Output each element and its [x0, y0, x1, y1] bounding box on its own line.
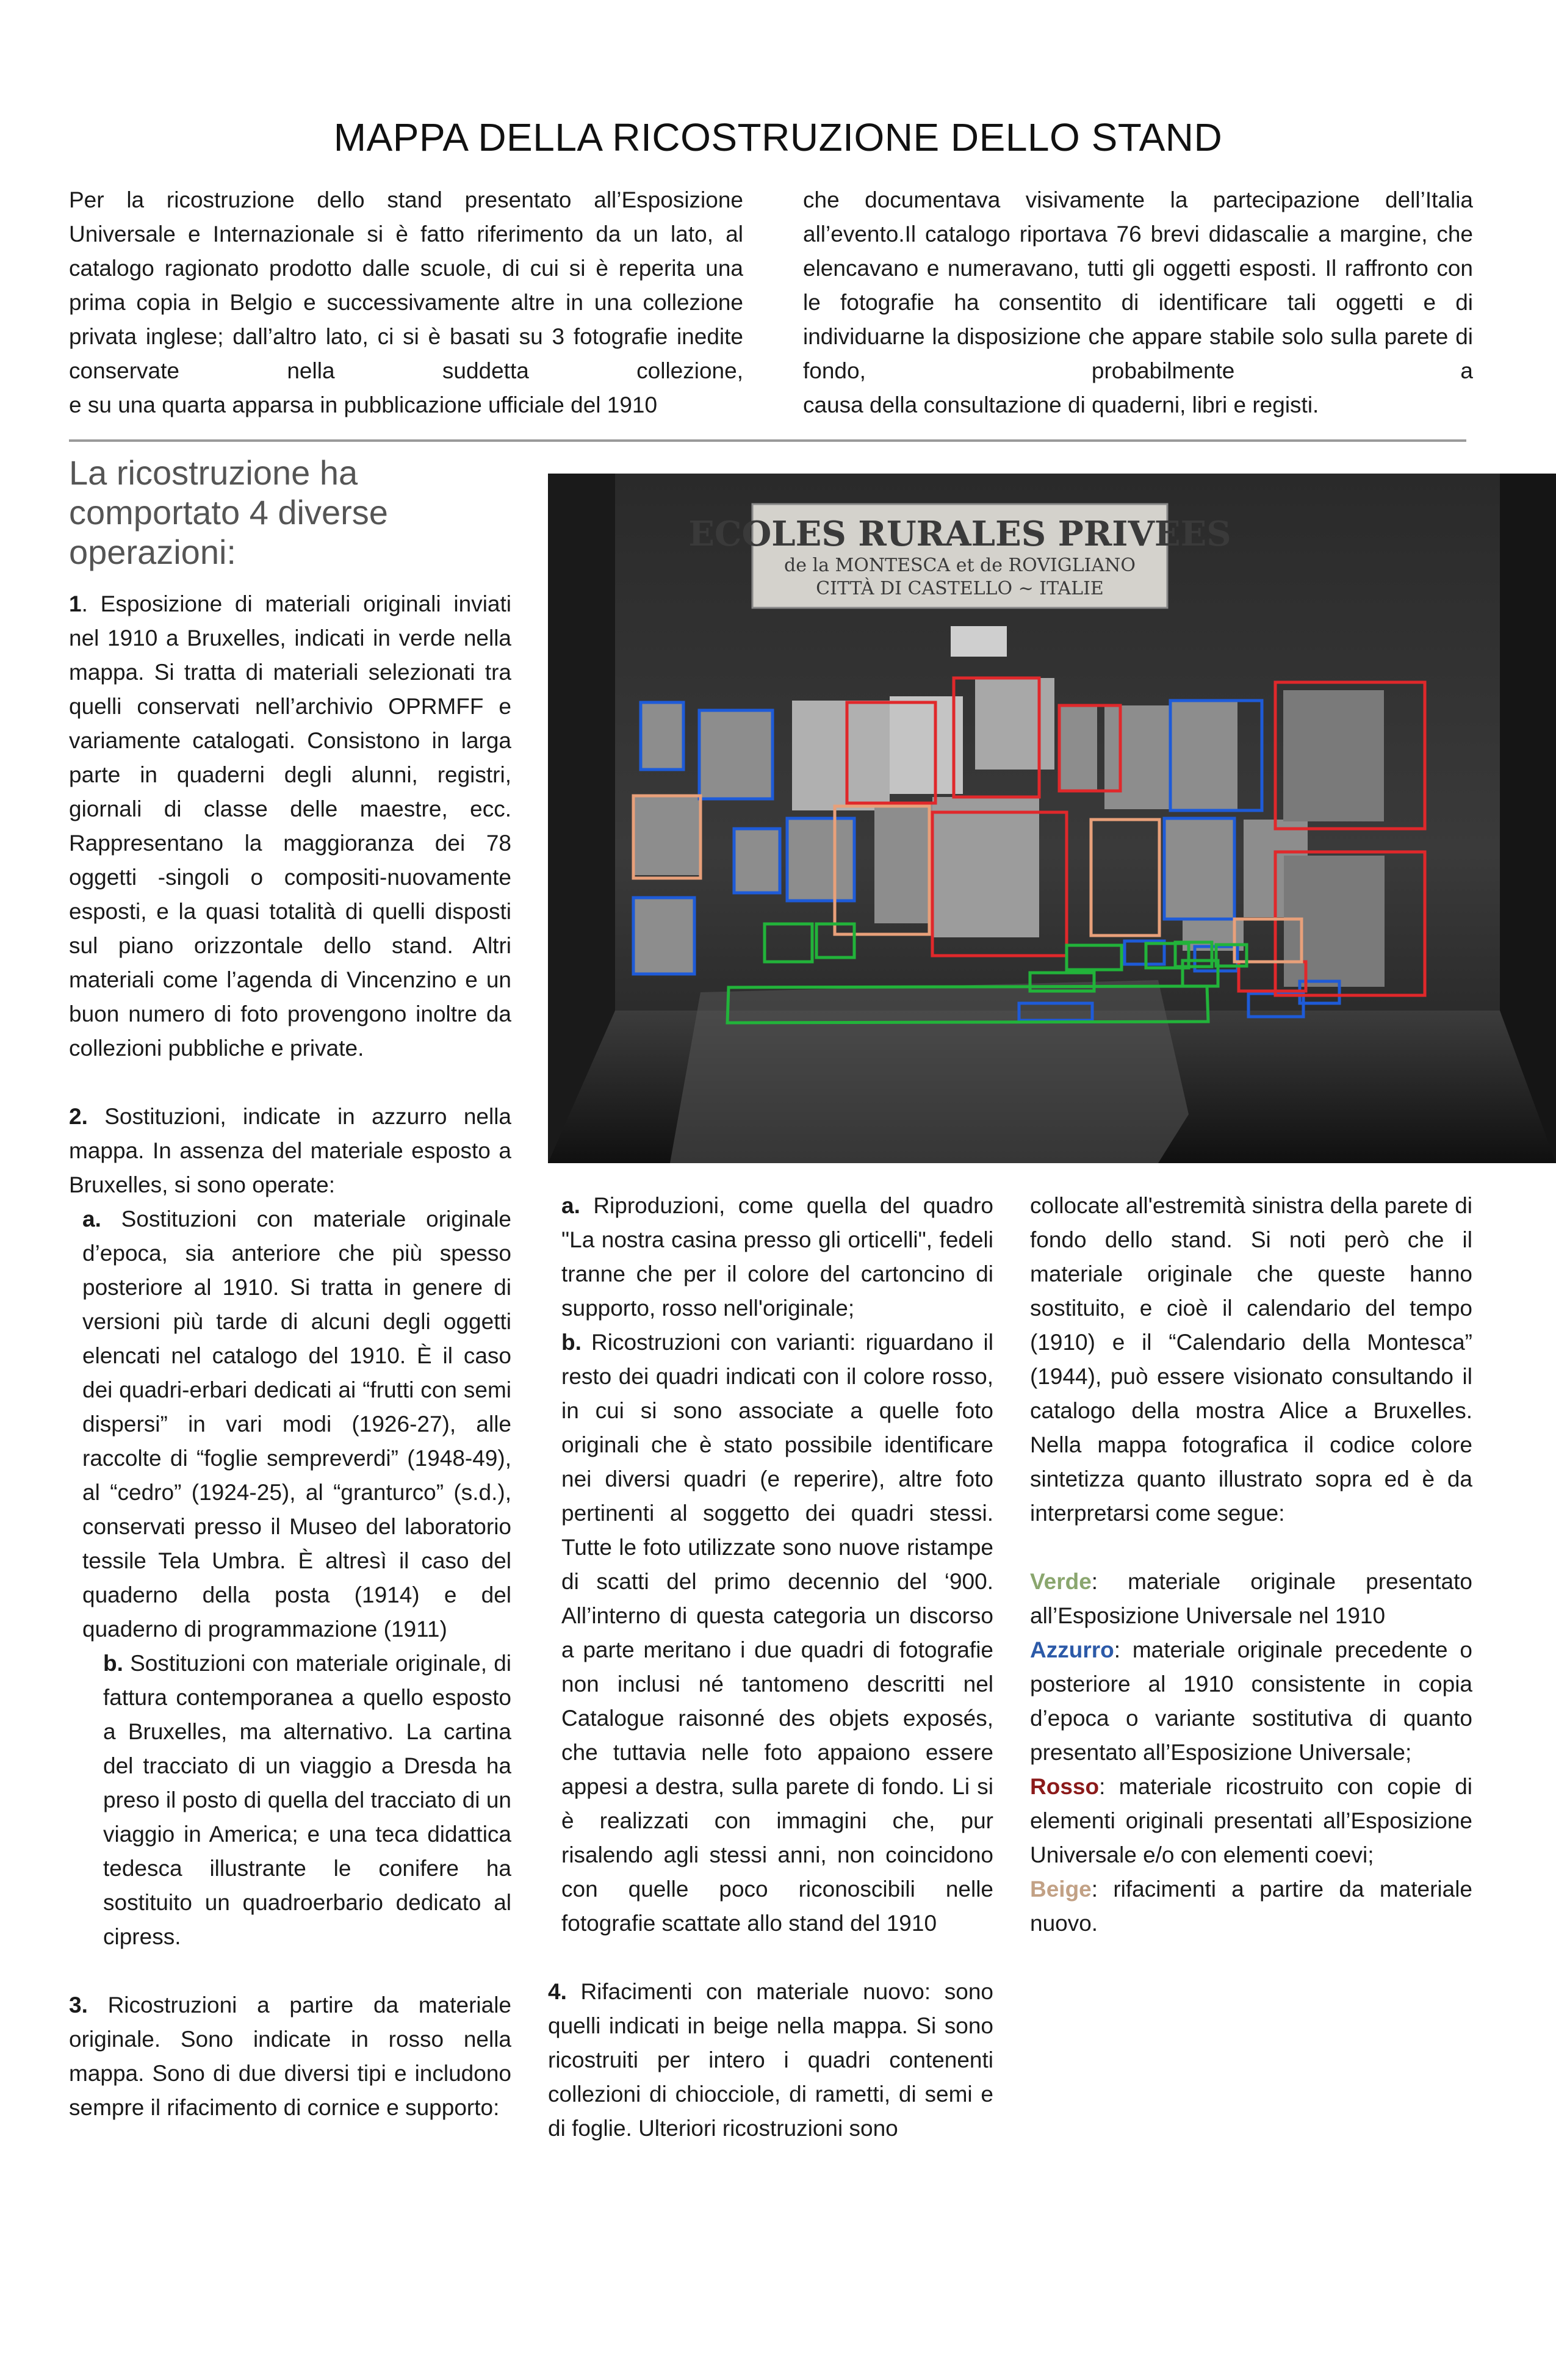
legend-label-red: Rosso — [1030, 1774, 1100, 1799]
paragraph-continuation: collocate all'estremità sinistra della parete di fondo dello stand. Si noti però che il materiale originale che queste hanno sostituito, e cioè il calendario del tempo (1910) e il “Calendario della Montesca” (1944), può essere visionato consultando il catalogo della mostra Alice a Bruxelles. Nella mappa fotografica il codice colore sintetizza quanto illustrato sopra ed è da interpretarsi come segue: — [1030, 1193, 1472, 1526]
small-label — [951, 626, 1007, 657]
paragraph-text: Riproduzioni, come quella del quadro "La nostra casina presso gli orticelli", fedeli tranne che per il colore del cartoncino di supporto, rosso nell'originale; — [561, 1193, 993, 1321]
frame — [641, 702, 683, 770]
item-number: 2. — [69, 1104, 88, 1129]
legend-label-blue: Azzurro — [1030, 1637, 1114, 1662]
display-table — [670, 980, 1189, 1163]
paragraph-3b — [548, 1325, 993, 1941]
frame — [1061, 705, 1097, 791]
paragraph-4 — [548, 1975, 993, 2146]
legend-label-green: Verde — [1030, 1569, 1092, 1594]
frame — [975, 678, 1054, 770]
frame — [1284, 856, 1385, 987]
paragraph-3a — [548, 1189, 993, 1325]
legend-beige — [1030, 1872, 1472, 1941]
stand-photo — [548, 474, 1556, 1163]
legend-verde — [1030, 1565, 1472, 1633]
frame — [792, 701, 890, 810]
sign-line-1: ECOLES RURALES PRIVEES — [688, 514, 1231, 554]
paragraph-2a — [69, 1202, 511, 1646]
column-3 — [1030, 1189, 1472, 1941]
legend-text: : rifacimenti a partire da materiale nuovo. — [1030, 1877, 1472, 1936]
frame — [1283, 690, 1384, 821]
frame — [890, 696, 963, 794]
legend-text: : materiale ricostruito con copie di elementi originali presentati all’Esposizione Universale e/o con elementi coevi; — [1030, 1774, 1472, 1867]
item-number: 1 — [69, 591, 82, 616]
intro-left-text: Per la ricostruzione dello stand presentato all’Esposizione Universale e Internazionale si è fatto riferimento da un lato, al catalogo ragionato prodotto dalle scuole, di cui si è reperita una prima copia in Belgio e successivamente altre in una collezione privata inglese; dall’altro lato, ci si è basati su 3 fotografie inedite conservate nella suddetta collezione, — [69, 187, 743, 383]
paragraph-2b — [69, 1646, 511, 1954]
legend-text: : materiale originale presentato all’Esposizione Universale nel 1910 — [1030, 1569, 1472, 1628]
intro-left-last: e su una quarta apparsa in pubblicazione ufficiale del 1910 — [69, 392, 658, 417]
legend-azzurro — [1030, 1633, 1472, 1770]
paragraph-1 — [69, 587, 511, 1066]
divider — [69, 439, 1466, 442]
frame — [787, 818, 854, 901]
intro-left — [69, 183, 743, 422]
legend-text: : materiale originale precedente o posteriore al 1910 consistente in copia d’epoca o variante sostitutiva di quanto presentato all’Esposizione Universale; — [1030, 1637, 1472, 1765]
paragraph-3 — [69, 1988, 511, 2125]
column-1 — [69, 587, 511, 2125]
frame — [1164, 818, 1234, 919]
item-number: 4. — [548, 1979, 567, 2004]
frame — [699, 710, 773, 799]
legend-rosso — [1030, 1770, 1472, 1872]
item-letter: b. — [103, 1651, 123, 1676]
paragraph-text: Sostituzioni con materiale originale d’epoca, sia anteriore che più spesso posteriore al 1910. Si tratta in genere di versioni più tarde di alcuni degli oggetti elencati nel catalogo del 1910. È il caso dei quadri-erbari dedicati ai “frutti con semi dispersi” in vari modi (1926-27), alle raccolte di “foglie sempreverdi” (1948-49), al “cedro” (1924-25), al “granturco” (s.d.), conservati presso il Museo del laboratorio tessile Tela Umbra. È altresì il caso del quaderno della posta (1914) e del quaderno di programmazione (1911) — [82, 1206, 511, 1642]
item-letter: a. — [561, 1193, 580, 1218]
column-2 — [548, 1189, 993, 2146]
paragraph-text: Ricostruzioni con varianti: riguardano il resto dei quadri indicati con il colore rosso, in cui si sono associate a quelle foto originali che è stato possibile identificare nei diversi quadri (e reperire), altre foto pertinenti al soggetto dei quadri stessi. Tutte le foto utilizzate sono nuove ristampe di scatti del primo decennio del ‘900. All’interno di questa categoria un discorso a parte meritano i due quadri di fotografie non inclusi né tantomeno descritti nel Catalogue raisonné des objets exposés, che tuttavia nelle foto appaiono essere appesi a destra, sulla parete di fondo. Li si è realizzati con immagini che, pur risalendo agli stessi anni, non coincidono con quelle poco riconoscibili nelle fotografie scattate allo stand del 1910 — [561, 1330, 993, 1936]
item-letter: b. — [561, 1330, 582, 1355]
frame — [1170, 701, 1237, 810]
paragraph-text: Sostituzioni con materiale originale, di fattura contemporanea a quello esposto a Bruxelles, ma alternativo. La cartina del tracciato di un viaggio a Dresda ha preso il posto di quella del tracciato di un viaggio in America; e una teca didattica tedesca illustrante le conifere ha sostituito un quadroerbario dedicato al cipress. — [103, 1651, 511, 1949]
paragraph-text: Sostituzioni, indicate in azzurro nella mappa. In assenza del materiale esposto a Bruxelles, si sono operate: — [69, 1104, 511, 1197]
legend-label-beige: Beige — [1030, 1877, 1092, 1902]
paragraph-2 — [69, 1100, 511, 1202]
page-title: MAPPA DELLA RICOSTRUZIONE DELLO STAND — [333, 115, 1223, 159]
intro-right-last: causa della consultazione di quaderni, libri e registi. — [803, 392, 1319, 417]
frame — [633, 898, 694, 974]
intro-right-text: che documentava visivamente la partecipazione dell’Italia all’evento.Il catalogo riportava 76 brevi didascalie a margine, che elencavano e numeravano, tutti gli oggetti esposti. Il raffronto con le fotografie ha consentito di identificare tali oggetti e di individuarne la disposizione che appare stabile solo sulla parete di fondo, probabilmente a — [803, 187, 1473, 383]
paragraph-text: Ricostruzioni a partire da materiale originale. Sono indicate in rosso nella mappa. Sono di due diversi tipi e includono sempre il rifacimento di cornice e supporto: — [69, 1992, 511, 2120]
item-number: 3. — [69, 1992, 88, 2018]
paragraph-text: . Esposizione di materiali originali inviati nel 1910 a Bruxelles, indicati in verde nella mappa. Si tratta di materiali selezionati tra quelli conservati nell’archivio OPRMFF e variamente catalogati. Consistono in larga parte in quaderni degli alunni, registri, giornali di classe delle maestre, ecc. Rappresentano la maggioranza dei 78 oggetti -singoli o compositi-nuovamente esposti, e la quasi totalità di quelli disposti sul piano orizzontale dello stand. Altri materiali come l’agenda di Vincenzino e un buon numero di foto provengono inoltre da collezioni pubbliche e private. — [69, 591, 511, 1061]
frame — [633, 796, 701, 875]
section-heading: La ricostruzione ha comportato 4 diverse operazioni: — [69, 453, 388, 571]
paragraph-text: Rifacimenti con materiale nuovo: sono quelli indicati in beige nella mappa. Si sono ricostruiti per intero i quadri contenenti collezioni di chiocciole, di rametti, di semi e di foglie. Ulteriori ricostruzioni sono — [548, 1979, 993, 2141]
sign-line-2: de la MONTESCA et de ROVIGLIANO — [784, 555, 1136, 576]
sign-line-3: CITTÀ DI CASTELLO ~ ITALIE — [816, 578, 1104, 599]
intro-right — [803, 183, 1473, 422]
frame — [734, 829, 780, 893]
frame — [932, 797, 1039, 937]
stand-photo-svg — [548, 474, 1556, 1163]
item-letter: a. — [82, 1206, 101, 1231]
